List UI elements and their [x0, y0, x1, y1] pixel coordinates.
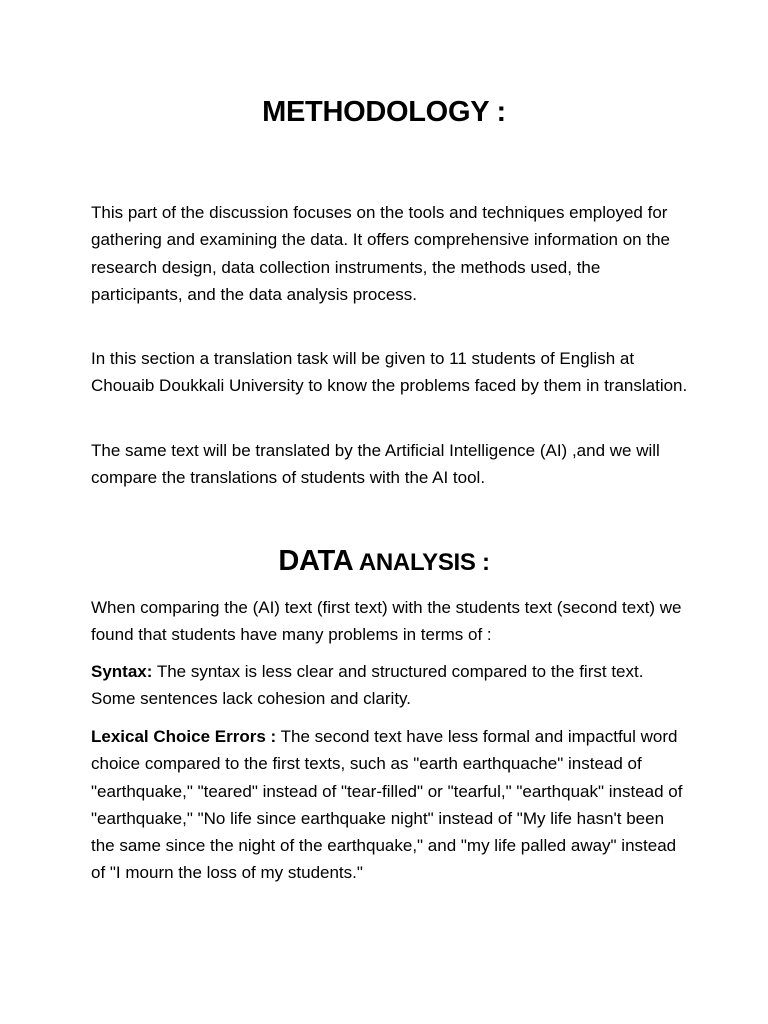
- syntax-paragraph: [91, 658, 691, 713]
- lexical-choice-paragraph: [91, 723, 691, 887]
- lexical-choice-label: Lexical Choice Errors :: [91, 727, 277, 746]
- syntax-label: Syntax:: [91, 662, 153, 681]
- data-analysis-heading-first: DATA: [278, 545, 354, 577]
- methodology-heading: METHODOLOGY :: [262, 96, 506, 128]
- methodology-paragraph-3: The same text will be translated by the Artificial Intelligence (AI) ,and we will compare the translations of students with the AI tool.: [91, 441, 660, 488]
- data-analysis-heading: [0, 545, 768, 578]
- data-analysis-intro: When comparing the (AI) text (first text) with the students text (second text) we found that students have many problems in terms of :: [91, 598, 682, 645]
- methodology-paragraph-1: This part of the discussion focuses on the tools and techniques employed for gathering and examining the data. It offers comprehensive information on the research design, data collection instruments, the methods used, the participants, and the data analysis process.: [91, 203, 670, 304]
- data-analysis-heading-rest: ANALYSIS :: [353, 549, 490, 576]
- methodology-paragraph-2: In this section a translation task will be given to 11 students of English at Chouaib Doukkali University to know the problems faced by them in translation.: [91, 349, 688, 396]
- lexical-choice-text: The second text have less formal and impactful word choice compared to the first texts, such as "earth earthquache" instead of "earthquake," "teared" instead of "tear-filled" or "tearful," "earthquak" instead of "earthquake," "No life since earthquake night" instead of "My life hasn't been the same since the night of the earthquake," and "my life palled away" instead of "I mourn the loss of my students.": [91, 727, 683, 883]
- syntax-text: The syntax is less clear and structured compared to the first text. Some sentences lack cohesion and clarity.: [91, 662, 644, 709]
